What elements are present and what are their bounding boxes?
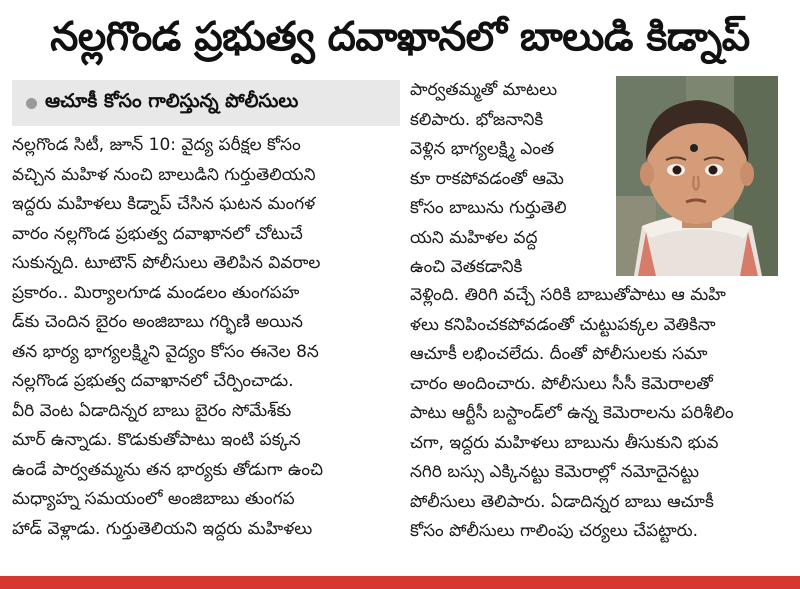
article-line: వచ్చిన మహిళ నుంచి బాలుడిని గుర్తుతెలియని [12,164,316,185]
article-line: ఉంచి వెతకడానికి [410,257,523,277]
article-line: కోసం బాబును గుర్తుతెలి [410,198,567,218]
subhead-box [12,80,400,126]
bullet-icon [26,98,37,109]
article-line: నల్లగొండ సిటీ, జూన్ 10: వైద్య పరీక్షల కోసం [12,135,301,155]
article-line: పాటు ఆర్టీసీ బస్టాండ్‌లో ఉన్న కెమెరాలను పరిశీలిం [410,403,734,423]
article-line: ఆచూకీ లభించలేదు. దీంతో పోలీసులకు సమా [410,344,708,364]
child-photo-illustration [616,76,778,276]
article-line: మార్ ఉన్నాడు. కొడుకుతోపాటు ఇంటి పక్కన [12,430,301,450]
article-line: నగిరి బస్సు ఎక్కినట్టు కెమెరాల్లో నమోదైనట్టు [410,462,699,482]
article-line: యని మహిళల వద్ద [410,227,538,248]
article-line: తన భార్య భాగ్యలక్ష్మిని వైద్యం కోసం ఈనెల 8న [12,341,319,362]
article-middle-column [410,76,610,283]
article-left-column [12,131,400,544]
article-line: ఇద్దరు మహిళలు కిడ్నాప్ చేసిన ఘటన మంగళ [12,194,316,214]
article-line: ళలు కనిపించకపోవడంతో చుట్టుపక్కల వెతికినా [410,314,716,335]
article-line: కూ రాకపోవడంతో ఆమె [410,168,564,189]
child-photo [616,76,778,276]
article-line: చగా, ఇద్దరు మహిళలు బాబును తీసుకుని భువ [410,432,719,453]
article-line: వీరి వెంట ఏడాదిన్నర బాబు బైరం సోమేశ్‌కు [12,400,292,421]
article-line: ప్రకారం.. మిర్యాలగూడ మండలం తుంగపహ [12,282,300,303]
article-line: హాడ్ వెళ్లాడు. గుర్తుతెలియని ఇద్దరు మహిళలు [12,518,313,539]
article-line: వెళ్లింది. తిరిగి వచ్చే సరికి బాబుతోపాటు ఆ మహి [410,285,726,305]
article-line: చారం అందించారు. పోలీసులు సీసీ కెమెరాలతో [410,373,713,394]
article-line: డ్‌కు చెందిన బైరం అంజిబాబు గర్భిణి అయిన [12,312,303,332]
article-line: పోలీసులు తెలిపారు. ఏడాదిన్నర బాబు ఆచూకీ [410,491,714,512]
article-line: కోసం పోలీసులు గాలింపు చర్యలు చేపట్టారు. [410,521,699,541]
article-line: నల్లగొండ ప్రభుత్వ దవాఖానలో చేర్పించాడు. [12,371,294,391]
article-bottom-column [410,281,780,547]
bottom-red-bar [0,576,800,589]
subhead-text: ఆచూకీ కోసం గాలిస్తున్న పోలీసులు [45,89,299,112]
article-line: వెళ్లిన భాగ్యలక్ష్మి ఎంత [410,139,555,159]
article-line: వారం నల్లగొండ ప్రభుత్వ దవాఖానలో చోటుచే [12,223,303,244]
article-line: మధ్యాహ్న సమయంలో అంజిబాబు తుంగప [12,489,295,509]
headline: నల్లగొండ ప్రభుత్వ దవాఖానలో బాలుడి కిడ్నాప్ [50,14,750,60]
article-line: పార్వతమ్మతో మాటలు [410,80,558,100]
article-line: కలిపారు. భోజనానికి [410,109,544,130]
article-line: సుకున్నది. టూటౌన్ పోలీసులు తెలిపిన వివరాల [12,253,321,273]
article-line: ఉండే పార్వతమ్మను తన భార్యకు తోడుగా ఉంచి [12,459,324,480]
